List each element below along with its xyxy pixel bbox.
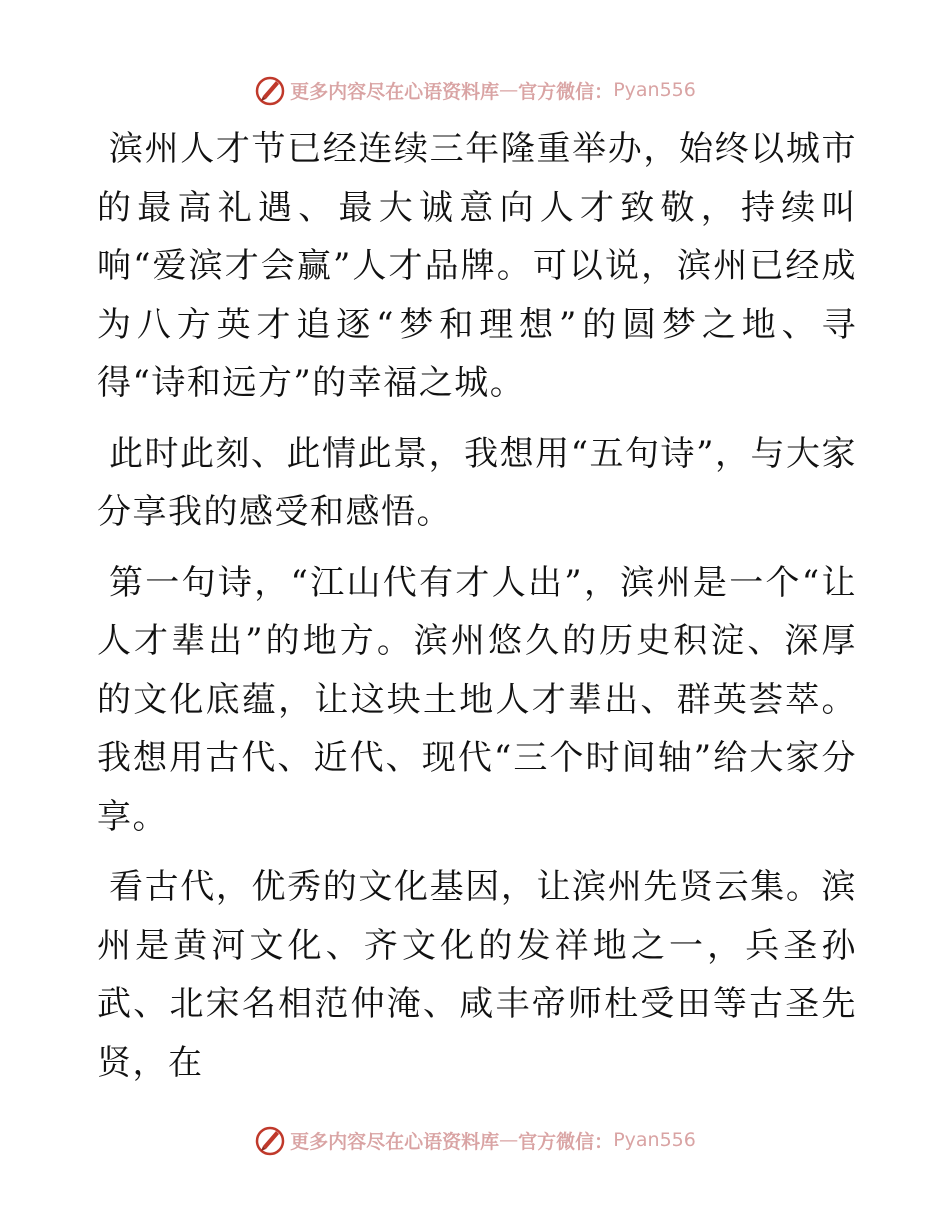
page-header	[0, 70, 950, 110]
header-separator: —	[499, 79, 519, 101]
footer-brand	[254, 1124, 696, 1156]
header-wechat-label: 官方微信：	[518, 80, 614, 103]
footer-wechat-id: Pyan556	[613, 1129, 696, 1151]
paragraph: 滨州人才节已经连续三年隆重举办，始终以城市的最高礼遇、最大诚意向人才致敬，持续叫响“爱滨才会赢”人才品牌。可以说，滨州已经成为八方英才追逐“梦和理想”的圆梦之地、寻得“诗和远方”的幸福之城。	[97, 129, 857, 403]
footer-wechat-label: 官方微信：	[518, 1130, 614, 1153]
paragraph: 看古代，优秀的文化基因，让滨州先贤云集。滨州是黄河文化、齐文化的发祥地之一，兵圣孙武、北宋名相范仲淹、咸丰帝师杜受田等古圣先贤，在	[97, 867, 857, 1083]
paragraph: 第一句诗，“江山代有才人出”，滨州是一个“让人才辈出”的地方。滨州悠久的历史积淀、深厚的文化底蕴，让这块土地人才辈出、群英荟萃。我想用古代、近代、现代“三个时间轴”给大家分享。	[97, 562, 857, 837]
brand-logo-icon	[254, 1124, 286, 1156]
paragraph: 此时此刻、此情此景，我想用“五句诗”，与大家分享我的感受和感悟。	[97, 433, 857, 532]
page-footer	[0, 1120, 950, 1160]
header-brand-text: 更多内容尽在心语资料库	[290, 80, 500, 103]
footer-brand-text: 更多内容尽在心语资料库	[290, 1130, 500, 1153]
document-body	[97, 120, 857, 1104]
header-brand	[254, 74, 696, 106]
footer-separator: —	[499, 1129, 519, 1151]
header-wechat-id: Pyan556	[613, 79, 696, 101]
brand-logo-icon	[254, 74, 286, 106]
